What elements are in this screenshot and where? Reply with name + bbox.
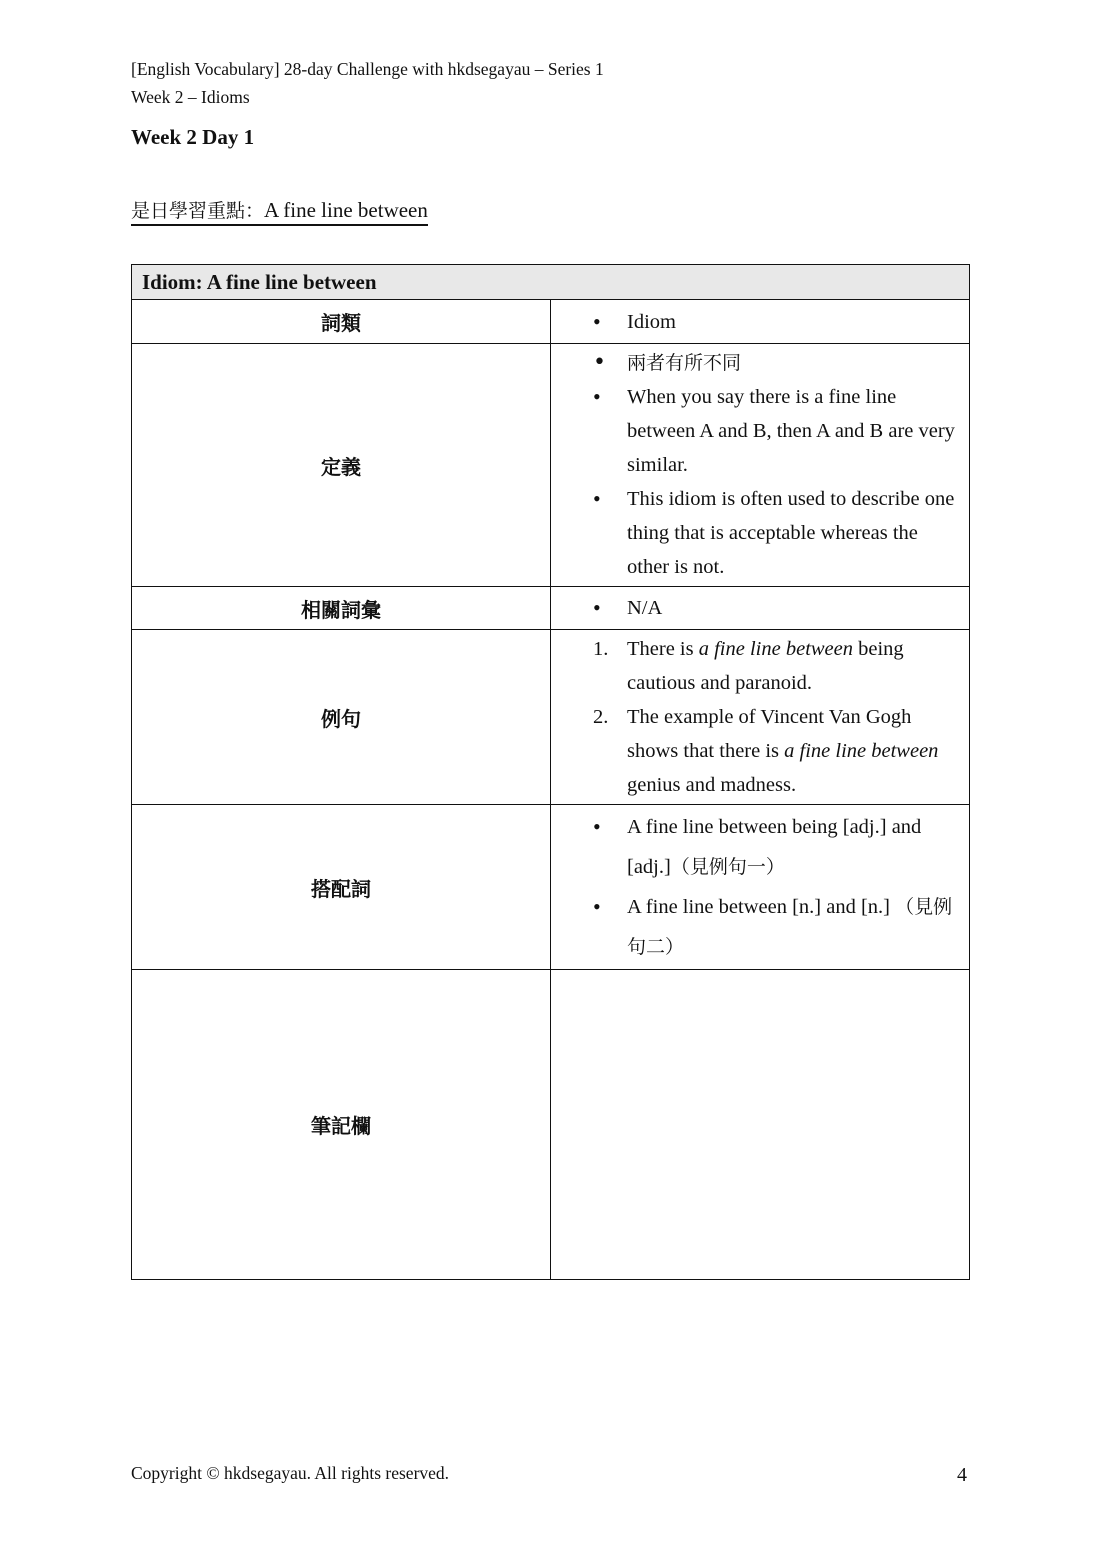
example-emphasis: a fine line between [698,638,854,660]
example-number: 2. [593,706,609,728]
list-item: • Idiom [551,305,959,339]
example-text: There is [627,638,699,660]
header-series-line: [English Vocabulary] 28-day Challenge with hkdsegayau – Series 1 [131,59,604,79]
examples-cell [551,630,970,805]
label-definition: 定義 [132,344,551,587]
example-emphasis: a fine line between [784,740,939,762]
card-title: Idiom: A fine line between [132,265,970,300]
label-related: 相關詞彙 [132,587,551,630]
collocation-ref: （見例句一） [670,856,785,878]
row-related [132,587,970,630]
example-number: 1. [593,638,609,660]
list-item: • 兩者有所不同 [551,346,959,380]
label-collocations: 搭配詞 [132,805,551,970]
row-examples [132,630,970,805]
definition-cell [551,344,970,587]
day-title: Week 2 Day 1 [131,125,255,149]
list-item [551,807,959,887]
header-week-line: Week 2 – Idioms [131,87,250,107]
example-sentence [551,632,959,700]
focus-term: A fine line between [264,198,428,222]
label-examples: 例句 [132,630,551,805]
example-text: being cautious and paranoid. [627,638,904,694]
list-item: • This idiom is often used to describe one thing that is acceptable whereas the other is not. [551,482,959,584]
page-number: 4 [957,1464,967,1486]
related-cell [551,587,970,630]
copyright-footer: Copyright © hkdsegayau. All rights reserved. [131,1463,450,1483]
list-item: • N/A [551,591,959,625]
idiom-card [131,264,970,1280]
row-definition [132,344,970,587]
list-item: • When you say there is a fine line between A and B, then A and B are very similar. [551,380,959,482]
example-sentence [551,700,959,802]
collocations-cell [551,805,970,970]
label-word-class: 詞類 [132,300,551,344]
label-notes: 筆記欄 [132,970,551,1280]
row-collocations [132,805,970,970]
example-text: genius and madness. [627,774,797,796]
word-class-cell [551,300,970,344]
collocation-text: A fine line between [n.] and [n.] [627,896,896,918]
collocation-ref: （見例句二） [627,896,953,958]
list-item [551,887,959,967]
collocation-text: A fine line between being [adj.] and [adj.] [627,816,922,878]
notes-area[interactable] [551,970,970,1280]
focus-prefix: 是日學習重點： [131,200,265,222]
example-text: The example of Vincent Van Gogh shows that there is [627,706,912,762]
learning-focus [131,197,428,226]
row-word-class [132,300,970,344]
row-notes [132,970,970,1280]
